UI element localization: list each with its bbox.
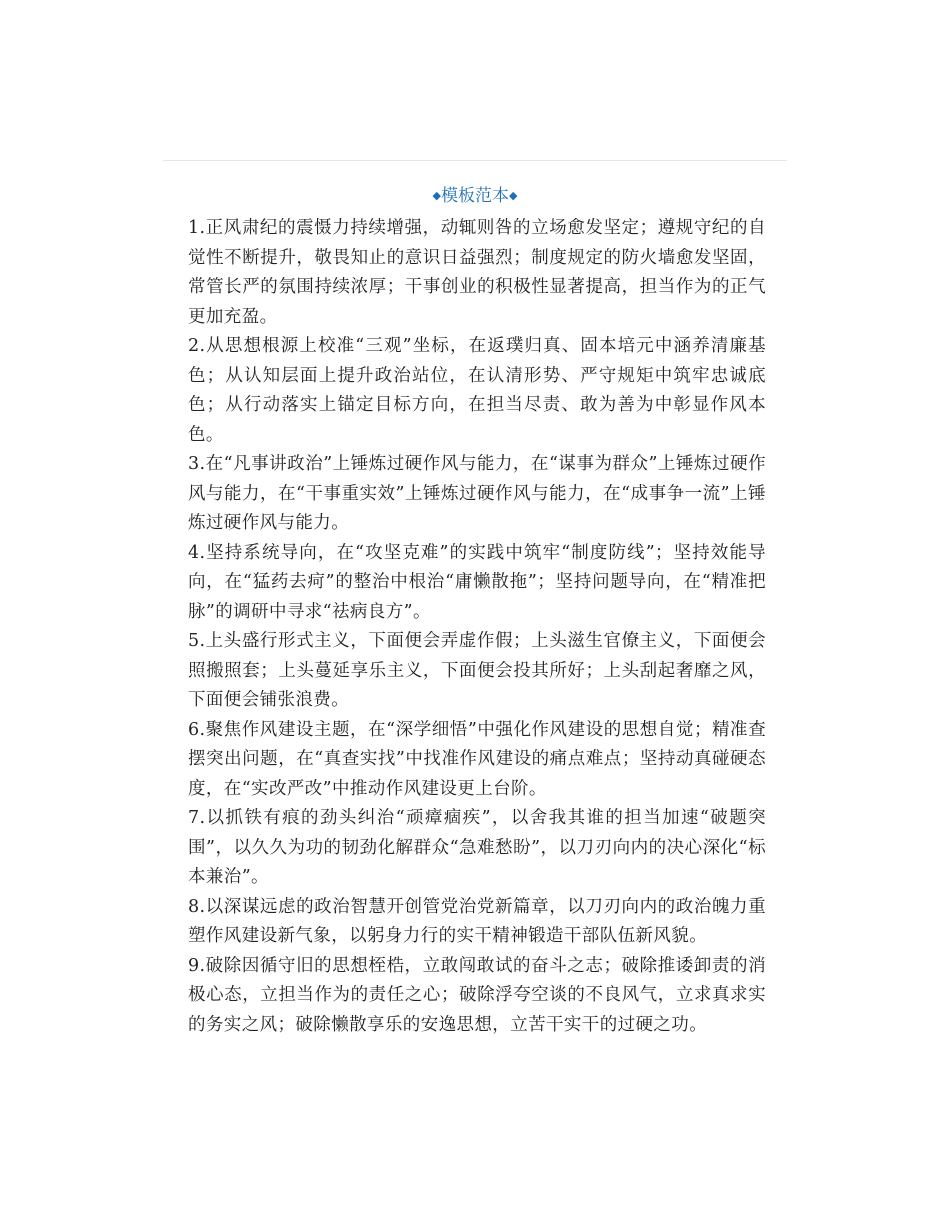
article-body xyxy=(188,214,766,1040)
top-divider xyxy=(163,160,787,161)
list-item: 9.破除因循守旧的思想桎梏，立敢闯敢试的奋斗之志；破除推诿卸责的消极心态，立担当作为的责任之心；破除浮夸空谈的不良风气，立求真求实的务实之风；破除懒散享乐的安逸思想，立苦干实干的过硬之功。 xyxy=(188,955,766,1035)
list-item: 6.聚焦作风建设主题，在“深学细悟”中强化作风建设的思想自觉；精准查摆突出问题，在“真查实找”中找准作风建设的痛点难点；坚持动真碰硬态度，在“实改严改”中推动作风建设更上台阶。 xyxy=(188,719,766,799)
diamond-right-icon: ◆ xyxy=(509,189,518,202)
section-heading xyxy=(163,184,787,210)
list-item: 3.在“凡事讲政治”上锤炼过硬作风与能力，在“谋事为群众”上锤炼过硬作风与能力，在“干事重实效”上锤炼过硬作风与能力，在“成事争一流”上锤炼过硬作风与能力。 xyxy=(188,454,766,533)
list-item: 5.上头盛行形式主义，下面便会弄虚作假；上头滋生官僚主义，下面便会照搬照套；上头蔓延享乐主义，下面便会投其所好；上头刮起奢靡之风，下面便会铺张浪费。 xyxy=(188,631,766,710)
list-item: 2.从思想根源上校准“三观”坐标，在返璞归真、固本培元中涵养清廉基色；从认知层面上提升政治站位，在认清形势、严守规矩中筑牢忠诚底色；从行动落实上锚定目标方向，在担当尽责、敢为善为中彰显作风本色。 xyxy=(188,336,766,445)
diamond-left-icon: ◆ xyxy=(432,189,441,202)
list-item: 1.正风肃纪的震慑力持续增强，动辄则咎的立场愈发坚定；遵规守纪的自觉性不断提升，敬畏知止的意识日益强烈；制度规定的防火墙愈发坚固，常管长严的氛围持续浓厚；干事创业的积极性显著提高，担当作为的正气更加充盈。 xyxy=(188,218,766,327)
list-item: 7.以抓铁有痕的劲头纠治“顽瘴痼疾”，以舍我其谁的担当加速“破题突围”，以久久为功的韧劲化解群众“急难愁盼”，以刀刃向内的决心深化“标本兼治”。 xyxy=(188,808,766,887)
list-item: 4.坚持系统导向，在“攻坚克难”的实践中筑牢“制度防线”；坚持效能导向，在“猛药去疴”的整治中根治“庸懒散拖”；坚持问题导向，在“精准把脉”的调研中寻求“祛病良方”。 xyxy=(188,542,766,622)
list-item: 8.以深谋远虑的政治智慧开创管党治党新篇章，以刀刃向内的政治魄力重塑作风建设新气象，以躬身力行的实干精神锻造干部队伍新风貌。 xyxy=(188,896,766,946)
heading-label: 模板范本 xyxy=(441,186,509,206)
